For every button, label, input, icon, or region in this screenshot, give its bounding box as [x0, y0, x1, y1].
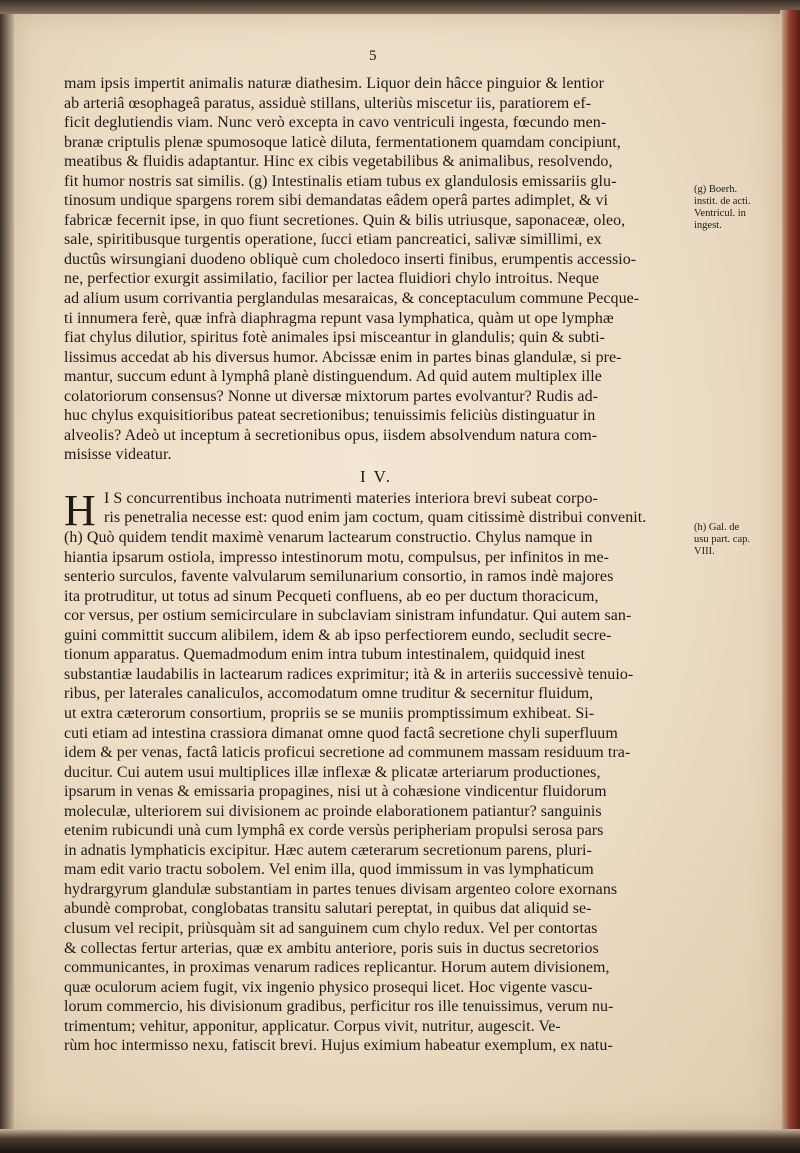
- marginal-note-line: VIII.: [694, 546, 715, 557]
- book-page: [14, 14, 782, 1130]
- text-line: sale, spiritibusque turgentis operatione, ſucci etiam pancreatici, salivæ simillimi, ex: [64, 231, 602, 249]
- book-cover-edge: [780, 10, 800, 1140]
- text-line: idem & per venas, factâ laticis proficui secretione ad communem massam residuum tra-: [64, 744, 631, 762]
- text-line: rùm hoc intermisso nexu, fatiscit brevi. Hujus eximium habeatur exemplum, ex natu-: [64, 1037, 613, 1055]
- marginal-note-line: usu part. cap.: [694, 534, 750, 545]
- text-line: substantiæ laudabilis in lactearum radices exprimitur; ità & in arteriis successivè tenuio-: [64, 665, 634, 683]
- text-line: communicantes, in proximas venarum radices replicantur. Horum autem divisionem,: [64, 959, 610, 977]
- text-line: ficit deglutiendis viam. Nunc verò excepta in cavo ventriculi ingesta, fœcundo men-: [64, 114, 607, 132]
- paragraph-section-iv: [64, 485, 688, 1056]
- marginal-note-h: [694, 522, 774, 558]
- text-line: ris penetralia necesse est: quod enim jam coctum, quam citissimè distribui convenit.: [104, 509, 647, 527]
- text-line: moleculæ, ulteriorem sui divisionem ac proinde elaborationem patiantur? sanguinis: [64, 802, 602, 820]
- text-line: & collectas fertur arterias, quæ ex ambitu anteriore, poris suis in ductus secretorios: [64, 939, 599, 957]
- text-line: mam edit vario tractu sobolem. Vel enim illa, quod immissum in vas lymphaticum: [64, 861, 594, 879]
- text-line: huc chylus exquisitioribus pateat secretionibus; tenuissimis feliciùs distinguatur in: [64, 407, 596, 425]
- text-line: fit humor nostris sat similis. (g) Intestinalis etiam tubus ex glandulosis emissariis glu-: [64, 172, 617, 190]
- text-line: fabricæ fecernit ipse, in quo fiunt secretiones. Quin & bilis utriusque, saponaceæ, oleo,: [64, 211, 626, 229]
- drop-cap-block: [64, 485, 688, 535]
- text-line: cuti etiam ad intestina crassiora dimanat omne quod factâ secretione chyli superfluum: [64, 724, 618, 742]
- text-line: mantur, succum edunt à lymphâ planè distinguendum. Ad quid autem multiplex ille: [64, 368, 602, 386]
- text-line: lorum commercio, his divisionum gradibus, perficitur ros ille tenuissimus, verum nu-: [64, 998, 614, 1016]
- text-line: clusum vel recipit, priùsquàm sit ad sanguinem cum chylo redux. Vel per contortas: [64, 919, 598, 937]
- text-line: etenim rubicundi unà cum lymphâ ex corde versùs peripheriam propulsi serosa pars: [64, 822, 604, 840]
- text-line: senterio surculos, favente valvularum semilunarium consortio, in ramos indè majores: [64, 568, 614, 586]
- text-line: ducitur. Cui autem usui multiplices illæ inflexæ & plicatæ arteriarum productiones,: [64, 763, 601, 781]
- drop-cap: H: [64, 485, 96, 535]
- marginal-note-g: [694, 184, 774, 232]
- text-line: tionum apparatus. Quemadmodum enim intra tubum intestinalem, quidquid inest: [64, 646, 585, 664]
- book-bottom-edge: [0, 1129, 800, 1153]
- text-line: in adnatis lymphaticis excipitur. Hæc autem cæterarum secretionum parens, pluri-: [64, 841, 592, 859]
- text-line: ductûs wirsungiani duodeno obliquè cum choledoco inserti finibus, erumpentis accessio-: [64, 250, 637, 268]
- marginal-note-line: (g) Boerh.: [694, 184, 738, 195]
- marginal-note-line: Ventricul. in: [694, 208, 746, 219]
- text-line: ita protruditur, ut totus ad sinum Pecqueti confluens, ab eo per ductum thoracicum,: [64, 587, 599, 605]
- text-line: ipsarum in venas & emissaria propagines, nisi ut à cohæsione vindicentur fluidorum: [64, 783, 607, 801]
- text-line: fiat chylus dilutior, spiritus fotè animales ipsi misceantur in glandulis; quin & subti-: [64, 329, 606, 347]
- text-line: abundè comprobat, conglobatas transitu salutari pereptat, in quibus dat aliquid se-: [64, 900, 592, 918]
- text-line: branæ criptulis plenæ spumosoque laticè diluta, fermentationem quamdam concipiunt,: [64, 133, 621, 151]
- text-line: ti innumera ferè, quæ infrà diaphragma repunt vasa lymphatica, quàm ut ope lymphæ: [64, 309, 614, 327]
- text-line: cor versus, per ostium semicirculare in subclaviam sinistram infundatur. Qui autem san-: [64, 607, 632, 625]
- marginal-note-line: instit. de acti.: [694, 196, 751, 207]
- text-line: ab arteriâ œsophageâ paratus, assiduè stillans, ulteriùs miscetur iis, paratiorem ef-: [64, 94, 592, 112]
- text-line: tinosum undique spargens rorem sibi demandatas eâdem operâ partes adimplet, & vi: [64, 192, 609, 210]
- text-line: colatoriorum consensus? Nonne ut diversæ mixtorum partes evolvantur? Rudis ad-: [64, 387, 599, 405]
- text-line: ne, perfectior exurgit assimilatio, facilior per lactea fluidiori chylo introitus. Neque: [64, 270, 600, 288]
- text-line: ut extra cæterorum consortium, propriis se se muniis promptissimum exhibeat. Si-: [64, 704, 595, 722]
- text-line: (h) Quò quidem tendit maximè venarum lactearum constructio. Chylus namque in: [64, 529, 593, 547]
- text-line: meatibus & fluidis adaptantur. Hinc ex cibis vegetabilibus & animalibus, resolvendo,: [64, 153, 613, 171]
- marginal-note-line: (h) Gal. de: [694, 522, 740, 533]
- text-line: lissimus accedat ab his diversus humor. Abcissæ enim in partes binas glandulæ, si pre-: [64, 348, 622, 366]
- paragraph-continued: [64, 74, 688, 465]
- section-heading: I V.: [360, 466, 392, 486]
- text-line: quæ oculorum aciem fugit, vix ingenio physico prosequi licet. Hoc vigente vascu-: [64, 978, 593, 996]
- text-line: misisse videatur.: [64, 446, 172, 464]
- text-line: trimentum; vehitur, apponitur, applicatur. Corpus vivit, nutritur, augescit. Ve-: [64, 1017, 561, 1035]
- text-line: ad alium usum corrivantia perglandulas mesaraicas, & conceptaculum commune Pecque-: [64, 290, 640, 308]
- text-line: alveolis? Adeò ut inceptum à secretionibus opus, iisdem absolvendum natura com-: [64, 426, 598, 444]
- text-line: guini committit succum alibilem, idem & ab ipso perfectiorem eundo, secludit secre-: [64, 626, 612, 644]
- text-line: mam ipsis impertit animalis naturæ diathesim. Liquor dein hâcce pinguior & lentior: [64, 75, 604, 92]
- page-number: 5: [369, 48, 377, 64]
- marginal-note-line: ingest.: [694, 220, 722, 231]
- text-line: hydrargyrum glandulæ substantiam in partes tenues divisam argenteo colore exornans: [64, 880, 618, 898]
- text-line: hiantia ipsarum ostiola, impresso intestinorum motu, compulsus, per infinitos in me-: [64, 548, 610, 566]
- main-text-block: [64, 74, 688, 1056]
- text-line: ribus, per laterales canaliculos, accomodatum omne truditur & secernitur fluidum,: [64, 685, 594, 703]
- text-line: I S concurrentibus inchoata nutrimenti materies interiora brevi subeat corpo-: [104, 489, 598, 507]
